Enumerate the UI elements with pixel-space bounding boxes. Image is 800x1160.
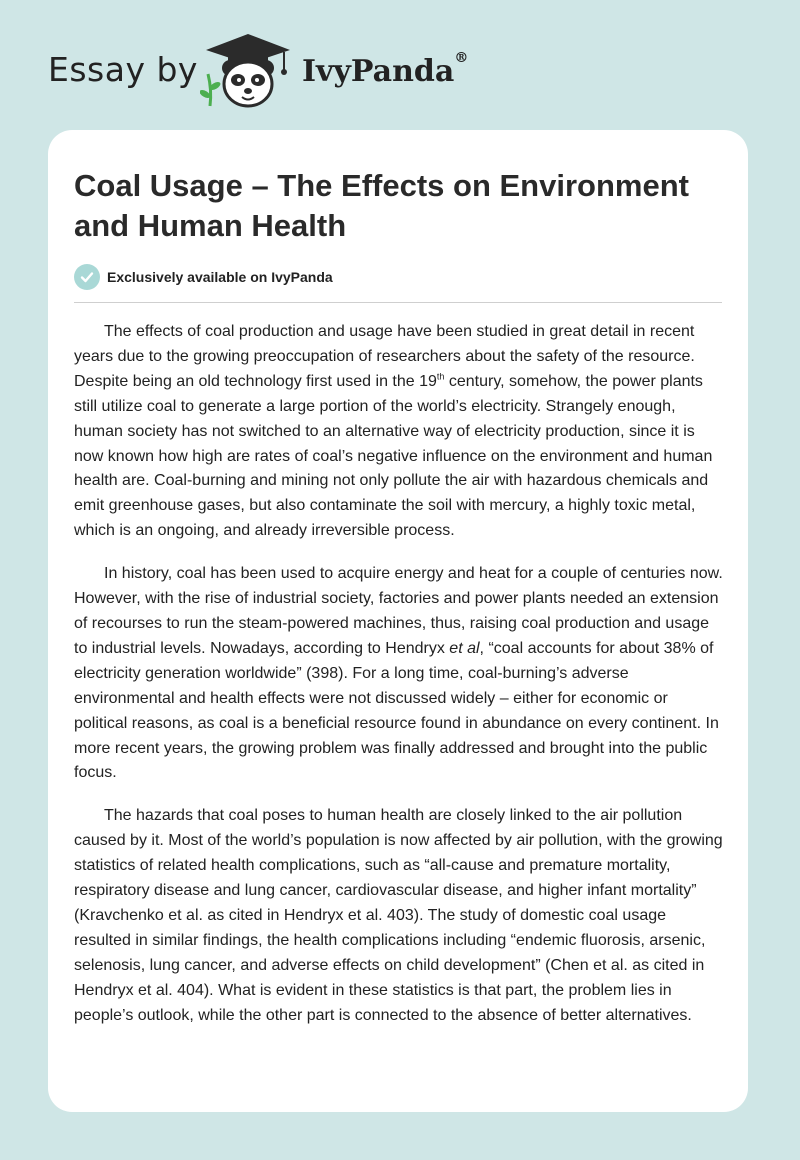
paragraph-2-part-b: , “coal accounts for about 38% of electricity generation worldwide” (398). For a long time, coal-burning’s adverse environmental and health effects were not discussed widely – either for economic or political reasons, as coal is a beneficial resource found in abundance on every continent. In more recent years, the growing problem was finally addressed and brought into the public focus. <box>74 639 719 782</box>
site-header <box>0 0 800 130</box>
panda-graduate-icon[interactable] <box>200 30 296 110</box>
exclusive-badge <box>74 264 333 290</box>
essay-body <box>74 320 724 1046</box>
divider <box>74 302 722 303</box>
registered-mark: ® <box>454 50 469 66</box>
paragraph-2 <box>74 562 724 786</box>
paragraph-3: The hazards that coal poses to human health are closely linked to the air pollution caused by it. Most of the world’s population is now affected by air pollution, with the growing statistics of related health complications, such as “all-cause and premature mortality, respiratory disease and lung cancer, cardiovascular disease, and higher infant mortality” (Kravchenko et al. as cited in Hendryx et al. 403). The study of domestic coal usage resulted in similar findings, the health complications including “endemic fluorosis, arsenic, selenosis, lung cancer, and adverse effects on child development” (Chen et al. as cited in Hendryx et al. 404). What is evident in these statistics is that part, the problem lies in people’s outlook, while the other part is connected to the absence of better alternatives. <box>74 807 723 1024</box>
brand-text: IvyPanda <box>302 54 455 89</box>
badge-text: Exclusively available on IvyPanda <box>107 269 333 285</box>
paragraph-2-part-a: In history, coal has been used to acquire energy and heat for a couple of centuries now. However, with the rise of industrial society, factories and power plants needed an extension of recourses to run the steam-powered machines, thus, raising coal production and usage to industrial levels. Nowadays, according to Hendryx <box>74 565 723 657</box>
superscript-th: th <box>436 371 445 382</box>
et-al-italic: et al <box>449 639 480 657</box>
brand-name[interactable] <box>302 50 469 89</box>
paragraph-1 <box>74 320 724 544</box>
paragraph-1-part-b: century, somehow, the power plants still utilize coal to generate a large portion of the world’s electricity. Strangely enough, human society has not switched to an alternative way of electricity production, since it is now known how high are rates of coal’s negative influence on the environment and human health are. Coal-burning and mining not only pollute the air with hazardous chemicals and emit greenhouse gases, but also contaminate the soil with mercury, a highly toxic metal, which is an ongoing, and already irreversible process. <box>74 372 713 540</box>
essay-by-label: Essay by <box>48 50 198 89</box>
essay-card <box>48 130 748 1112</box>
paragraph-1-part-a: The effects of coal production and usage have been studied in great detail in recent years due to the growing preoccupation of researchers about the safety of the resource. Despite being an old technology first used in the 19 <box>74 323 695 390</box>
essay-title: Coal Usage – The Effects on Environment and Human Health <box>74 168 689 243</box>
check-icon <box>74 264 100 290</box>
